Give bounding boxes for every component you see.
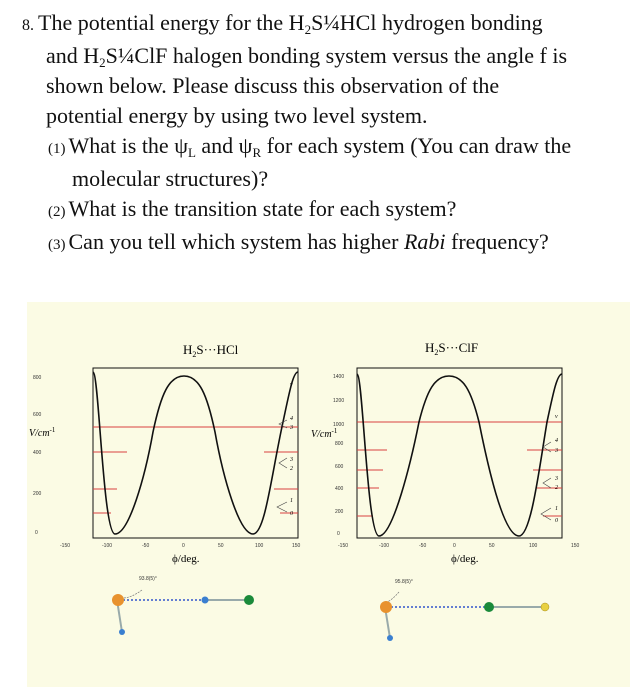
svg-text:v: v (555, 414, 558, 420)
question-line-1: 8. The potential energy for the $H_2S\frac{1}{4}HCl$ hydrogen bonding (22, 10, 543, 37)
panel-hcl-frame (93, 368, 298, 538)
figure-svg (27, 302, 630, 687)
panel-hcl-brackets (277, 420, 287, 512)
ytick: 0 (337, 531, 340, 537)
panel-clf-ylabel: $V/cm^{-1}$ (311, 427, 338, 440)
panel-clf-molecule (380, 579, 549, 641)
panel-hcl-ylabel: $V/cm^{-1}$ (29, 426, 56, 439)
potential-energy-figure (27, 302, 630, 687)
fluorine-atom-icon (541, 603, 549, 611)
panel-hcl-y-ticks (33, 375, 42, 536)
svg-text:0: 0 (290, 511, 293, 517)
panel-hcl-potential-curve (93, 372, 298, 534)
xtick: 0 (182, 543, 185, 549)
svg-text:3: 3 (290, 425, 293, 431)
panel-clf (311, 340, 580, 641)
panel-hcl-molecule (112, 576, 254, 635)
xtick: 100 (529, 543, 538, 549)
xtick: -100 (379, 543, 390, 549)
sulfur-atom-icon (112, 594, 124, 606)
panel-clf-level-labels (554, 414, 558, 524)
svg-text:4: 4 (555, 438, 558, 444)
angle-label: 93.8(5)° (139, 576, 157, 582)
svg-text:3: 3 (555, 476, 558, 482)
question-line-3: shown below. Please discuss this observation of the (46, 73, 500, 98)
panel-clf-levels (357, 422, 562, 516)
angle-label: 95.8(5)° (395, 579, 413, 585)
svg-text:v: v (290, 382, 293, 388)
panel-hcl-xlabel: ϕ/deg. (172, 553, 200, 565)
panel-clf-xlabel: ϕ/deg. (451, 553, 479, 565)
panel-hcl-title: $H_2S\cdot\cdot\cdot HCl$ (183, 342, 239, 359)
svg-text:1: 1 (555, 506, 558, 512)
svg-text:3: 3 (555, 448, 558, 454)
svg-text:3: 3 (290, 457, 293, 463)
hydrogen-atom-icon (202, 597, 209, 604)
ytick: 600 (33, 412, 42, 418)
ytick: 1000 (333, 422, 345, 428)
xtick: -150 (60, 543, 71, 549)
panel-clf-y-ticks (333, 374, 344, 537)
xtick: 150 (292, 543, 301, 549)
xtick: -150 (338, 543, 349, 549)
panel-hcl-level-labels (289, 382, 293, 517)
sulfur-atom-icon (380, 601, 392, 613)
hydrogen-atom-icon (387, 635, 393, 641)
chlorine-atom-icon (484, 602, 494, 612)
chlorine-atom-icon (244, 595, 254, 605)
angle-arc-icon (123, 590, 142, 598)
hydrogen-atom-icon (119, 629, 125, 635)
ytick: 1200 (333, 398, 345, 404)
xtick: 50 (489, 543, 495, 549)
ytick: 1400 (333, 374, 345, 380)
xtick: 50 (218, 543, 224, 549)
xtick: 150 (571, 543, 580, 549)
xtick: 100 (255, 543, 264, 549)
ytick: 400 (335, 486, 344, 492)
svg-text:2: 2 (555, 485, 558, 491)
question-item-3: (3) Can you tell which system has higher Rabi frequency? (48, 229, 549, 254)
panel-hcl (29, 342, 301, 635)
panel-clf-title: $H_2S\cdot\cdot\cdot ClF$ (425, 340, 479, 357)
svg-text:0: 0 (555, 518, 558, 524)
xtick: -50 (419, 543, 427, 549)
question-number: 8. (22, 17, 34, 34)
question-block (22, 8, 627, 260)
question-line-2: and $H_2S\frac{1}{4}ClF$ halogen bonding system versus the angle f is (46, 43, 568, 70)
question-item-2: (2) What is the transition state for each system? (48, 196, 457, 221)
panel-clf-potential-curve (357, 374, 562, 536)
xtick: 0 (453, 543, 456, 549)
question-line-4: potential energy by using two level system. (46, 103, 428, 128)
xtick: -100 (102, 543, 113, 549)
panel-clf-x-ticks (338, 543, 580, 549)
xtick: -50 (142, 543, 150, 549)
ytick: 600 (335, 464, 344, 470)
ytick: 800 (33, 375, 42, 381)
svg-text:1: 1 (290, 498, 293, 504)
ytick: 400 (33, 450, 42, 456)
question-item-1-continued: molecular structures)? (72, 166, 269, 191)
panel-hcl-x-ticks (60, 543, 301, 549)
svg-text:4: 4 (290, 416, 293, 422)
ytick: 800 (335, 441, 344, 447)
svg-text:2: 2 (290, 466, 293, 472)
angle-arc-icon (387, 592, 399, 602)
question-item-1: (1) What is the $\psi_L$ and $\psi_R$ for each system (You can draw the (48, 133, 572, 160)
ytick: 200 (33, 491, 42, 497)
ytick: 0 (35, 530, 38, 536)
ytick: 200 (335, 509, 344, 515)
